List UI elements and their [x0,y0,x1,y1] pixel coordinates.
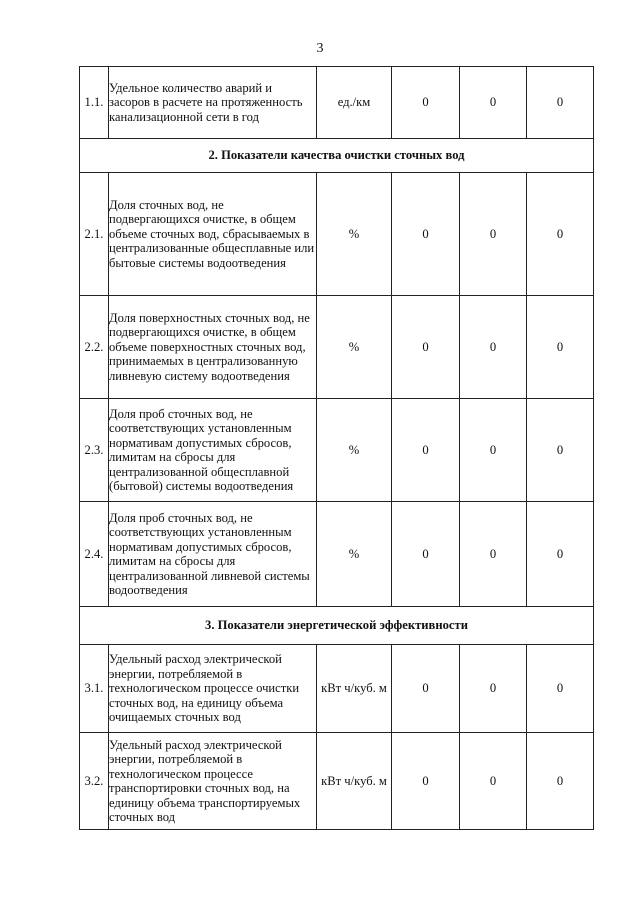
value-cell-3: 0 [527,173,594,296]
value-cell-3: 0 [527,502,594,607]
value-cell-1: 0 [392,67,460,139]
value-cell-3: 0 [527,645,594,733]
value-cell-2: 0 [460,645,527,733]
unit-of-measure: кВт ч/куб. м [317,733,392,830]
section-header-row [80,607,594,645]
section-title: 3. Показатели энергетической эффективности [80,607,594,645]
row-number: 2.2. [80,296,109,399]
value-cell-3: 0 [527,399,594,502]
page-number: 3 [316,41,324,56]
value-cell-1: 0 [392,733,460,830]
indicator-description: Удельный расход электрической энергии, потребляемой в технологическом процессе очистки сточных вод, на единицу объема очищаемых сточных вод [109,645,317,733]
unit-of-measure: кВт ч/куб. м [317,645,392,733]
unit-of-measure: % [317,173,392,296]
value-cell-1: 0 [392,502,460,607]
indicator-description: Удельное количество аварий и засоров в расчете на протяженность канализационной сети в год [109,67,317,139]
value-cell-3: 0 [527,296,594,399]
value-cell-2: 0 [460,733,527,830]
value-cell-2: 0 [460,502,527,607]
table-row [80,173,594,296]
unit-of-measure: % [317,502,392,607]
table-row [80,502,594,607]
row-number: 2.4. [80,502,109,607]
row-number: 2.1. [80,173,109,296]
section-header-row [80,139,594,173]
row-number: 2.3. [80,399,109,502]
table-row [80,296,594,399]
row-number: 1.1. [80,67,109,139]
unit-of-measure: % [317,296,392,399]
row-number: 3.2. [80,733,109,830]
table-row [80,645,594,733]
value-cell-2: 0 [460,296,527,399]
indicator-description: Доля сточных вод, не подвергающихся очистке, в общем объеме сточных вод, сбрасываемых в централизованные общесплавные или бытовые системы водоотведения [109,173,317,296]
value-cell-1: 0 [392,645,460,733]
value-cell-3: 0 [527,733,594,830]
value-cell-1: 0 [392,399,460,502]
indicator-description: Доля проб сточных вод, не соответствующих установленным нормативам допустимых сбросов, лимитам на сбросы для централизованной ливневой системы водоотведения [109,502,317,607]
section-title: 2. Показатели качества очистки сточных вод [80,139,594,173]
indicator-description: Удельный расход электрической энергии, потребляемой в технологическом процессе транспортировки сточных вод, на единицу объема транспортируемых сточных вод [109,733,317,830]
table-row [80,733,594,830]
indicators-table-body [80,67,594,830]
table-row [80,399,594,502]
table-row [80,67,594,139]
unit-of-measure: ед./км [317,67,392,139]
indicator-description: Доля проб сточных вод, не соответствующих установленным нормативам допустимых сбросов, лимитам на сбросы для централизованной общесплавной (бытовой) системы водоотведения [109,399,317,502]
value-cell-1: 0 [392,173,460,296]
value-cell-1: 0 [392,296,460,399]
value-cell-2: 0 [460,173,527,296]
value-cell-2: 0 [460,67,527,139]
unit-of-measure: % [317,399,392,502]
value-cell-3: 0 [527,67,594,139]
row-number: 3.1. [80,645,109,733]
indicators-table [79,66,594,830]
indicator-description: Доля поверхностных сточных вод, не подвергающихся очистке, в общем объеме поверхностных сточных вод, принимаемых в централизованную ливневую систему водоотведения [109,296,317,399]
value-cell-2: 0 [460,399,527,502]
